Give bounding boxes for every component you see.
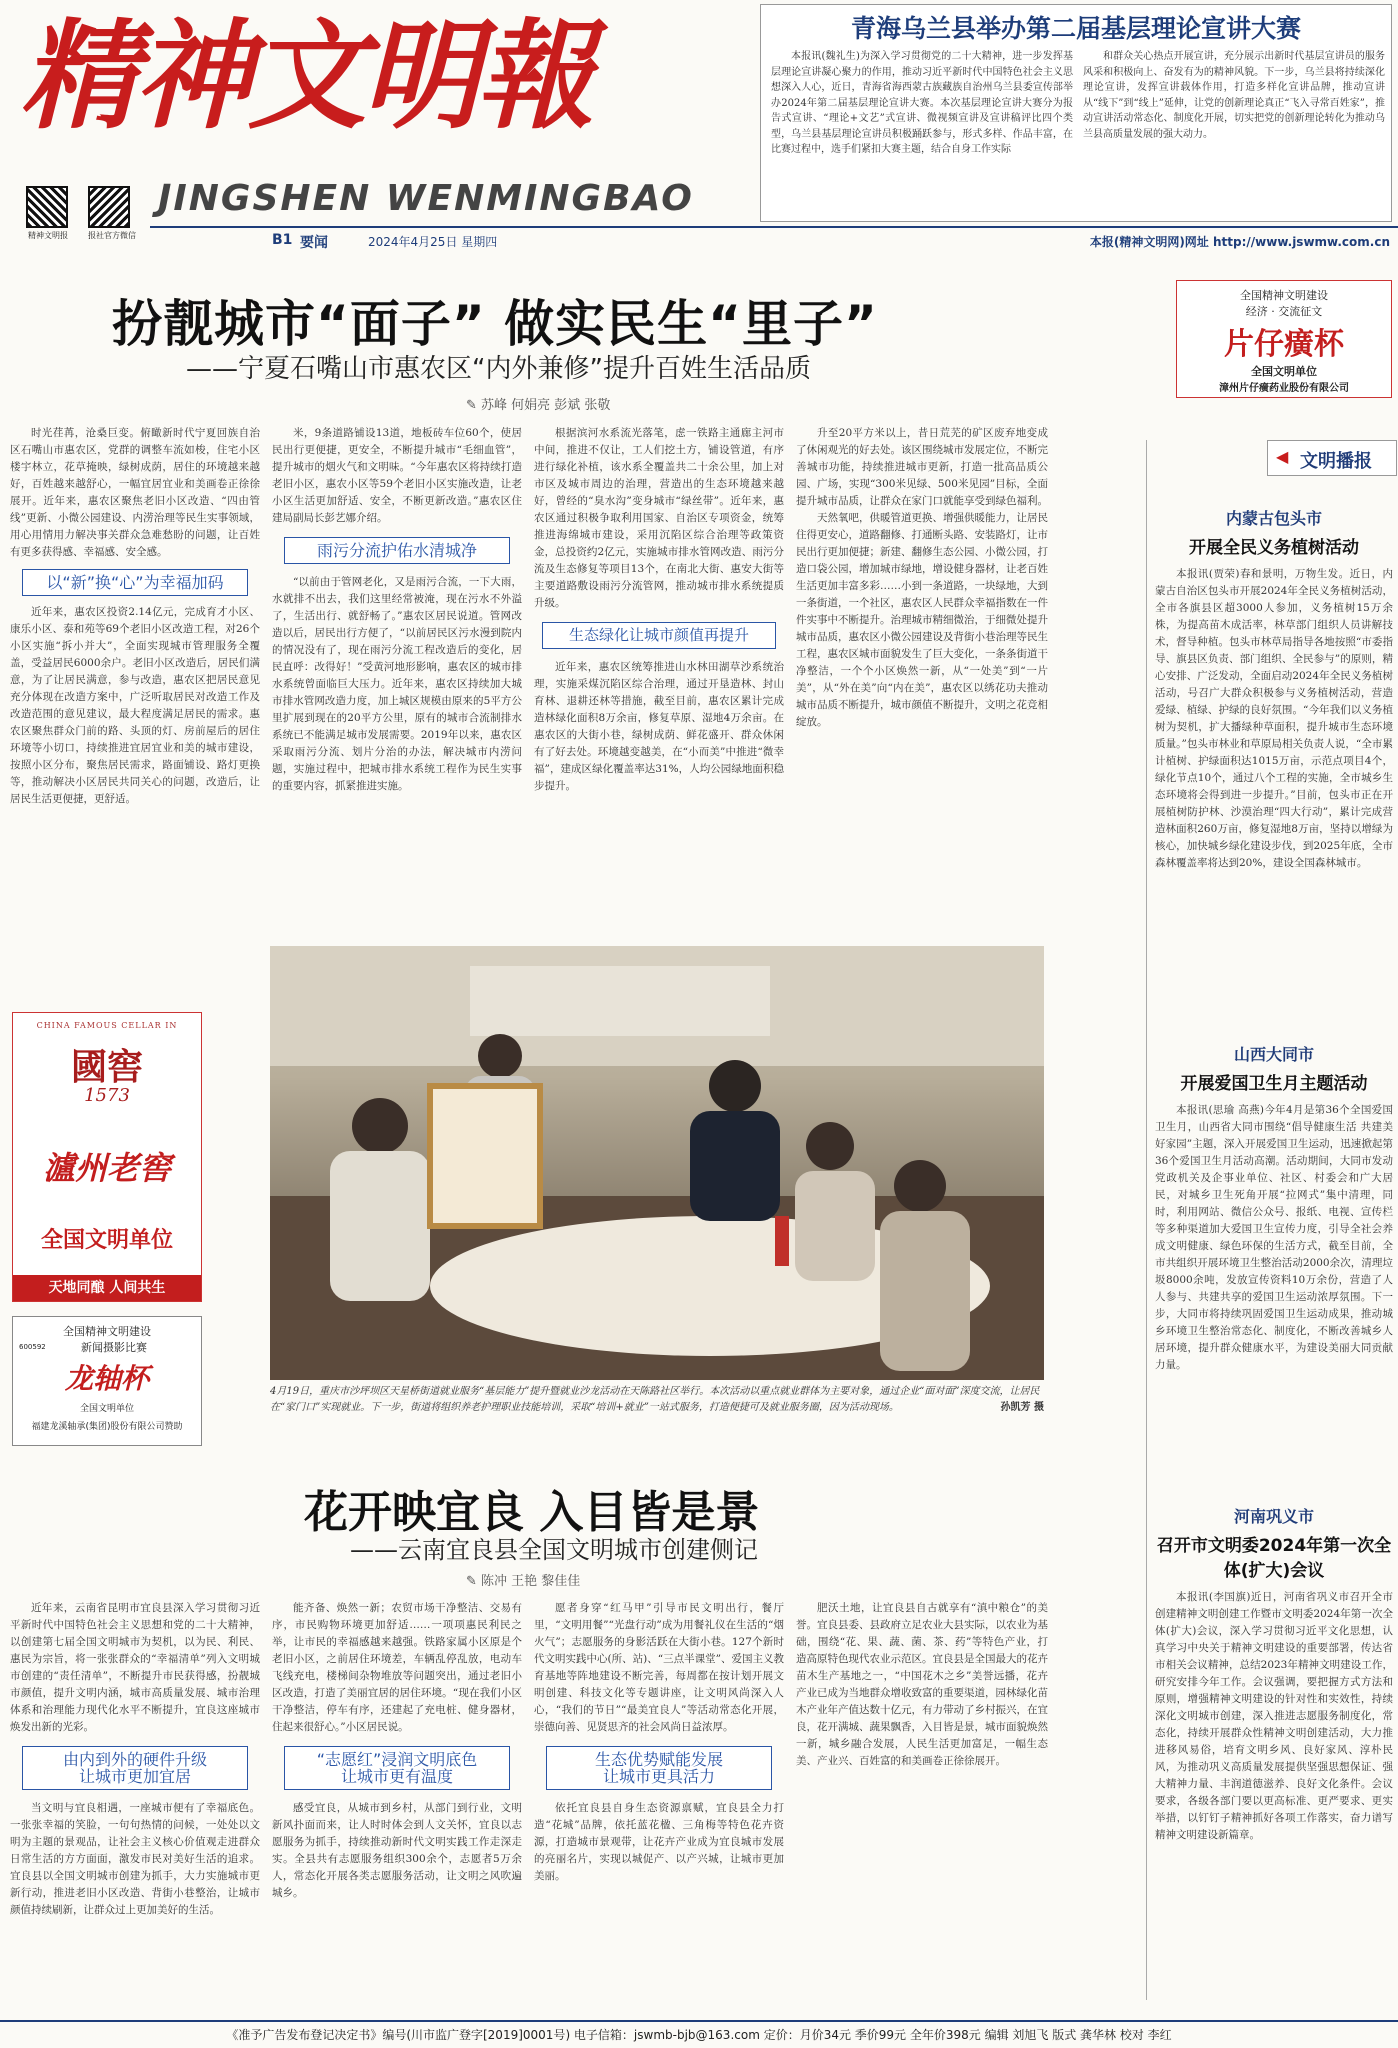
pen-icon: ✎ (466, 1574, 482, 1589)
main1-subhead-2: 雨污分流护佑水清城净 (284, 537, 510, 564)
issue-date: 2024年4月25日 星期四 (368, 235, 498, 249)
sidebar-item-text: 本报讯(贾荣)春和景明，万物生发。近日，内蒙古自治区包头市开展2024年全民义务植树活动，全市各旗县区超3000人参加，义务植树15万余株，为提高苗木成活率，林草部门组织人员讲解技术，督导种植。包头市林草局指导各地按照“市委指导、旗县区负责、部门组织、全民参与”的原则，精心安排、广泛发动，全面启动2024年全民义务植树活动，号召广大群众积极参与义务植树活动，营造爱绿、植绿、护绿的良好氛围。“今年我们以义务植树为契机，扩大播绿种草面积，提升城市生态环境质量。”包头市林业和草原局相关负责人说，“全市累计植树、护绿面积达1015万亩，示范点项目4个，绿化节点10个，通过八个工程的实施，全市城乡生态环境将会得到进一步提升。”目前，包头市正在开展植树防护林、沙漠治理“四大行动”，累计完成营造林面积260万亩，修复湿地8万亩，坚持以增绿为核心，加快城乡绿化建设步伐，到2025年底，全市森林覆盖率将达到20%，建设全国森林城市。 (1155, 568, 1393, 869)
main2-col2 (272, 1600, 522, 2012)
qr-code-1 (26, 186, 68, 228)
main2-subhead-1a: 由内到外的硬件升级 (62, 1750, 207, 1769)
ad-guojiao (12, 1012, 202, 1302)
top-col2-text: 和群众关心热点开展宣讲，充分展示出新时代基层宣讲员的服务风采和积极向上、奋发有为的精神风貌。下一步，乌兰县将持续深化理论宣讲，发挥宣讲载体作用，打造多样化宣讲品牌，推动宣讲从“线下”到“线上”延伸，让党的创新理论真正“飞入寻常百姓家”，推动宣讲活动常态化、制度化开展，切实把党的创新理论转化为推动乌兰县高质量发展的强大动力。 (1083, 51, 1385, 140)
main1-title: 扮靓城市“面子” 做实民生“里子” (112, 295, 878, 353)
main2-subhead-2 (284, 1746, 510, 1790)
ad-longzhou-line2: 新闻摄影比赛 (81, 1341, 147, 1354)
ad-longzhou-brand: 龙轴杯 (64, 1362, 149, 1395)
ad-guojiao-top: 國窖 (70, 1046, 143, 1088)
main2-subhead-3b: 让城市更具活力 (602, 1767, 715, 1786)
main2-col4-p1: 肥沃土地，让宜良县自古就享有“滇中粮仓”的美誉。宜良县委、县政府立足农业大县实际，以农业为基础，围绕“花、果、蔬、菌、茶、药”等特色产业，打造高原特色现代农业示范区。宜良县是全国最大的花卉苗木生产基地之一，“中国花木之乡”美誉远播，花卉产业已成为当地群众增收致富的重要渠道，园林绿化苗木产业年产值达数十亿元，有力带动了乡村振兴，在宜良，花开满城、蔬果飘香，入目皆是景，城市面貌焕然一新，城乡融合发展，人民生活更加富足，一幅生态美、产业兴、百姓富的和美画卷正徐徐展开。 (796, 1602, 1048, 1767)
ad1-line1: 全国精神文明建设 (1240, 289, 1328, 302)
ad-guojiao-unit: 全国文明单位 (40, 1228, 173, 1253)
main2-col1-p1: 近年来，云南省昆明市宜良县深入学习贯彻习近平新时代中国特色社会主义思想和党的二十大精神，以创建第七届全国文明城市为契机，以为民、利民、惠民为宗旨，将一张张群众的“幸福清单”列入文明城市创建的“责任清单”，不断提升市民获得感，扮靓城市颜值，提升文明内涵，城市高质量发展、城市治理体系和治理能力现代化水平不断提升，宜良这座城市焕发出新的光彩。 (10, 1602, 260, 1733)
main2-subhead-3a: 生态优势赋能发展 (594, 1750, 723, 1769)
ad-longzhou-company: 福建龙溪轴承(集团)股份有限公司赞助 (31, 1422, 183, 1432)
dateline (150, 230, 1398, 252)
main1-col4-p1: 升至20平方米以上，昔日荒芜的矿区废弃地变成了休闲观光的好去处。该区围绕城市发展定位，不断完善城市功能，持续推进城市更新，打造一批高品质公园、广场，实现“300米见绿、500米见园”目标，全面提升城市品质，让群众在家门口就能享受到绿色福利。 (796, 427, 1048, 507)
page-number: B1 (272, 232, 293, 248)
main2-subhead-1b: 让城市更加宜居 (78, 1767, 191, 1786)
section-name: 要闻 (300, 235, 328, 251)
main1-col1-p2: 近年来，惠农区投资2.14亿元，完成育才小区、康乐小区、泰和苑等69个老旧小区改造工程，对26个小区实施“拆小并大”，全面实现城市管理服务全覆盖，受益居民6000余户。老旧小区改造后，居民们满意，为了让居民满意，参与改造，惠农区把居民意见充分体现在改造方案中，广泛听取居民对改造工作及改造范围的意见建议，最大程度满足居民的需求。惠农区聚焦群众门前的路、头顶的灯、房前屋后的居住环境等小切口，持续推进宜居宜业和美的城市建设，按照小区分布，聚焦居民需求，路面铺设、路灯更换等，推动解决小区居民共同关心的问题，改造后，让居民生活更便捷，更舒适。 (10, 606, 260, 805)
top-article (760, 4, 1392, 222)
sidebar-item-title: 召开市文明委2024年第一次全体(扩大)会议 (1156, 1536, 1392, 1581)
qr-code-2 (88, 186, 130, 228)
qr2-label: 报社官方微信 (88, 231, 136, 240)
main2-col4 (796, 1600, 1048, 2012)
main1-col3 (534, 425, 784, 925)
sidebar-item-text: 本报讯(思瑜 高燕)今年4月是第36个全国爱国卫生月，山西省大同市围绕“倡导健康生活 共建美好家园”主题，深入开展爱国卫生运动，迅速掀起第36个爱国卫生月活动高潮。活动期间，大同市发动党政机关及企事业单位、社区、村委会和广大居民，对城乡卫生死角开展“拉网式”集中清理，同时，利用网站、微信公众号、报纸、电视、宣传栏等多种渠道加大爱国卫生宣传力度，引导全社会养成文明健康、绿色环保的生活方式，截至目前，全市共组织开展环境卫生整治活动2000余次，清理垃圾8000余吨，发放宣传资料10万余份，营造了人人参与、共建共享的爱国卫生运动浓厚氛围。下一步，大同市将持续巩固爱国卫生运动成果，推动城乡环境卫生整治常态化、制度化，不断改善城乡人居环境，提升群众健康水平，为建设美丽大同贡献力量。 (1155, 1104, 1393, 1371)
main2-author-names: 陈冲 王艳 黎佳佳 (481, 1574, 581, 1589)
pen-icon: ✎ (466, 398, 482, 413)
main1-subtitle: ——宁夏石嘴山市惠农区“内外兼修”提升百姓生活品质 (186, 354, 811, 384)
ad-guojiao-arc: CHINA FAMOUS CELLAR IN (36, 1021, 178, 1030)
ad-guojiao-year: 1573 (84, 1085, 130, 1106)
sidebar-item-body (1155, 566, 1393, 1026)
sidebar-item-datong (1155, 1042, 1393, 1462)
main2-col1-p2: 当文明与宜良相遇，一座城市便有了幸福底色。一张张幸福的笑脸，一句句热情的问候，一处处以文明为主题的景观品，让社会主义核心价值观走进群众日常生活的方方面面，激发市民对美好生活的追求。宜良县以全国文明城市创建为抓手，大力实施城市更新行动，推进老旧小区改造、背街小巷整治，让城市颜值持续刷新，让群众过上更加美好的生活。 (10, 1802, 260, 1916)
sidebar-item-body (1155, 1589, 1393, 1989)
main2-col3-p1: 愿者身穿“红马甲”引导市民文明出行，餐厅里，“文明用餐”“光盘行动”成为用餐礼仪在生活的“烟火气”；志愿服务的身影活跃在大街小巷。127个新时代文明实践中心(所、站)、“三点半课堂”、爱国主义教育基地等阵地建设不断完善，每周都在按计划开展文明创建、科技文化等专题讲座，让文明风尚深入人心，“我们的节日”“最美宜良人”等活动常态化开展，崇德向善、见贤思齐的社会风尚日益浓厚。 (534, 1602, 784, 1733)
sidebar-item-place: 河南巩义市 (1233, 1507, 1314, 1526)
photo-caption-text: 4月19日，重庆市沙坪坝区天星桥街道就业服务“基层能力”提升暨就业沙龙活动在天陈路社区举行。本次活动以重点就业群体为主要对象，通过企业“面对面”深度交流，让居民在“家门口”实现就业。下一步，街道将组织养老护理职业技能培训，采取“培训+就业”一站式服务，打造便捷可及就业服务圈，因为活动现场。 (270, 1386, 1040, 1413)
photo-caption (270, 1384, 1044, 1440)
main2-subhead-1 (22, 1746, 248, 1790)
main2-title: 花开映宜良 入目皆是景 (304, 1487, 760, 1538)
main1-col1 (10, 425, 260, 925)
main1-col1-p1: 时光荏苒，沧桑巨变。俯瞰新时代宁夏回族自治区石嘴山市惠农区，党群的调整车流如梭，住宅小区楼宇林立，花草掩映，绿树成荫，居住的环境越来越好，百姓越来越舒心，一幅宜居宜业和美画卷正徐徐展开。近年来，惠农区聚焦老旧小区改造、“四由管线”更新、小微公园建设、内涝治理等民生实事领域，用心用情用力解决事关群众急难愁盼的问题，让百姓有更多获得感、幸福感、安全感。 (10, 427, 260, 558)
sidebar (1146, 440, 1396, 2000)
main1-author (466, 394, 766, 413)
ad-longzhou-code: 600592 (19, 1343, 46, 1351)
main2-col3 (534, 1600, 784, 2012)
main2-col1 (10, 1600, 260, 2012)
masthead (0, 0, 760, 250)
main1-col2 (272, 425, 522, 925)
ad-pianzaihuang (1176, 280, 1392, 398)
main2-author (466, 1570, 766, 1589)
main2-col2-p1: 能齐备、焕然一新；农贸市场干净整洁、交易有序，市民购物环境更加舒适……一项项惠民利民之举，让市民的幸福感越来越强。铁路家属小区原是个老旧小区，之前居住环境差，车辆乱停乱放，电动车飞线充电，楼梯间杂物堆放等问题突出，通过老旧小区改造，打造了美丽宜居的居住环境。“现在我们小区干净整洁，停车有序，还建起了充电桩、健身器材，住起来很舒心。”小区居民说。 (272, 1602, 522, 1733)
ad1-company: 漳州片仔癀药业股份有限公司 (1219, 383, 1349, 394)
ad1-unit: 全国文明单位 (1251, 365, 1317, 378)
speaker-icon: ◀ (1276, 447, 1289, 466)
main1-col3-p1: 根据滨河水系流光落笔，虑一铁路主通廊主河市中间，推进不仅让，工人们挖土方，铺设管道，有序进行绿化补植，该水系全覆盖共二十余公里，加上对市区及城市周边的治理，营造出的生态环境越来越好，曾经的“臭水沟”变身城市“绿丝带”。近年来，惠农区通过积极争取利用国家、自治区专项资金，统筹推进海绵城市建设，采用沉陷区综合治理等政策资金，总投资约2亿元，实施城市排水管网改造、雨污分流及生态修复等项目13个，在南北大街、惠安大街等主要道路敷设雨污分流管网，推动城市排水系统提质升级。 (534, 427, 784, 609)
main2-subhead-2b: 让城市更有温度 (340, 1767, 453, 1786)
masthead-title: 精神文明報 (20, 6, 591, 145)
sidebar-item-text: 本报讯(李国旗)近日，河南省巩义市召开全市创建精神文明创建工作暨市文明委2024年第一次全体(扩大)会议，深入学习贯彻习近平文化思想，认真学习中央关于精神文明建设的重要部署，传达省市相关会议精神，总结2023年精神文明建设工作，研究安排今年工作。会议强调，要把握方式方法和原则，增强精神文明建设的针对性和实效性，持续深化文明城市创建，深入推进志愿服务制度化，常态化，持续开展群众性精神文明创建活动，大力推进移风易俗，培育文明乡风、良好家风、淳朴民风，为推动巩义高质量发展提供坚强思想保证、强大精神力量、丰润道德滋养、良好文化条件。会议要求，各级各部门要以更高标准、更严要求、更实举措，以钉钉子精神抓好各项工作落实，奋力谱写精神文明建设新篇章。 (1155, 1591, 1393, 1841)
sidebar-item-place: 内蒙古包头市 (1225, 509, 1322, 528)
photo-credit: 孙凯芳 摄 (1000, 1402, 1044, 1413)
sidebar-header (1267, 440, 1397, 476)
sidebar-item-title: 开展全民义务植树活动 (1189, 538, 1359, 558)
sidebar-header-text: 文明播报 (1300, 451, 1372, 472)
dateline-rule (150, 226, 1398, 228)
top-col1-text: 本报讯(魏礼生)为深入学习贯彻党的二十大精神，进一步发挥基层理论宣讲凝心聚力的作用，推动习近平新时代中国特色社会主义思想深入人心，近日，青海省海西蒙古族藏族自治州乌兰县委宣传部举办2024年第二届基层理论宣讲大赛。本次基层理论宣讲大赛分为报告式宣讲、“理论+文艺”式宣讲、微视频宣讲及宣讲稿评比四个类型，乌兰县基层理论宣讲员积极踊跃参与，形式多样、作品丰富，在比赛过程中，选手们紧扣大赛主题，结合自身工作实际 (771, 51, 1073, 155)
masthead-pinyin: JINGSHEN WENMINGBAO (158, 178, 694, 219)
footer: 《准予广告发布登记决定书》编号(川市监广登字[2019]0001号) 电子信箱：jswmb-bjb@163.com 定价：月价34元 季价99元 全年价398元 编辑 刘旭飞 版式 龚华林 校对 李红 (226, 2028, 1172, 2042)
main1-col2-p2: “以前由于管网老化，又是雨污合流，一下大雨，水就排不出去，我们这里经常被淹，现在污水不外溢了，生活出行、就舒畅了。”惠农区居民说道。管网改造以后，居民出行方便了，“以前居民区污水漫到院内的情况没有了，现在雨污分流工程改造后的变化，居民直呼：改得好！”受黄河地形影响，惠农区的城市排水系统曾面临巨大压力。近年来，惠农区持续加大城市排水管网改造力度，加上城区规模由原来的5平方公里扩展到现在的20平方公里，原有的城市合流制排水系统已不能满足城市发展需要。2019年以来，惠农区采取雨污分流、划片分治的办法，解决城市内涝问题，实施过程中，把城市排水系统工程作为民生实事的重要内容，抓紧推进实施。 (272, 576, 522, 792)
sidebar-item-gongyi (1155, 1504, 1393, 1994)
qr1-label: 精神文明报 (28, 231, 68, 240)
top-article-headline: 青海乌兰县举办第二届基层理论宣讲大赛 (850, 14, 1301, 43)
ad1-brand: 片仔癀杯 (1224, 327, 1344, 362)
top-article-col1 (771, 49, 1073, 217)
sidebar-item-body (1155, 1102, 1393, 1462)
sidebar-item-place: 山西大同市 (1233, 1045, 1314, 1064)
ad-guojiao-brand: 瀘州老窖 (42, 1149, 171, 1187)
main2-subtitle: ——云南宜良县全国文明城市创建侧记 (350, 1536, 758, 1564)
sidebar-item-baotou (1155, 506, 1393, 1026)
main2-subhead-3 (546, 1746, 772, 1790)
main1-author-names: 苏峰 何娟亮 彭斌 张敬 (481, 398, 611, 413)
ad-longzhou-unit: 全国文明单位 (79, 1404, 134, 1414)
main1-col3-p2: 近年来，惠农区统筹推进山水林田湖草沙系统治理，实施采煤沉陷区综合治理，通过开垦造林、封山育林、退耕还林等措施，截至目前，惠农区累计完成造林绿化面积8万余亩，修复草原、湿地4万余亩。在惠农区的大街小巷，绿树成荫、鲜花盛开、群众休闲有了好去处。环境越变越美，在“小而美”中推进“微幸福”，建成区绿化覆盖率达31%，人均公园绿地面积稳步提升。 (534, 661, 784, 792)
main2-col2-p2: 感受宜良，从城市到乡村，从部门到行业，文明新风扑面而来，让人时时体会到人文关怀，宜良以志愿服务为抓手，持续推动新时代文明实践工作走深走实。全县共有志愿服务组织300余个，志愿者5万余人，常态化开展各类志愿服务活动，让文明之风吹遍城乡。 (272, 1802, 522, 1899)
ad-longzhou (12, 1316, 202, 1446)
main1-col4 (796, 425, 1048, 925)
footer-rule (0, 2020, 1398, 2022)
main1-col2-p1: 米，9条道路铺设13道，地板砖车位60个，使居民出行更便捷，更安全，不断提升城市“毛细血管”，提升城市的烟火气和文明味。“今年惠农区将持续打造老旧小区，惠农小区等59个老旧小区实施改造，让老小区生活更加舒适、安全，不断更新改造。”惠农区住建局副局长彭艺娜介绍。 (272, 427, 522, 524)
photo-scene (270, 946, 1044, 1380)
main2-subhead-2a: “志愿红”浸润文明底色 (316, 1750, 478, 1769)
sidebar-item-title: 开展爱国卫生月主题活动 (1180, 1074, 1368, 1094)
top-article-col2 (1083, 49, 1385, 217)
main1-col4-p2: 天然氧吧，供暖管道更换、增强供暖能力，让居民住得更安心，道路翻修、打通断头路、安装路灯，让市民出行更加便捷；新建、翻修生态公园、小微公园，打造口袋公园，增加城市绿地，增设健身器材，让老百姓生活更加丰富多彩……小到一条道路，一块绿地，大到一条街道，一个社区，惠农区人民群众幸福指数在一件件实事中不断提升。治理城市精细微治，于细微处提升城市品质，惠农区小微公园建设及背街小巷治理等民生工程，惠农区城市面貌发生了巨大变化，一条条街道干净整洁，一个个小区焕然一新，从“一处美”到“一片美”，从“外在美”向“内在美”，惠农区以绣花功夫推动城市品质不断提升，城市颜值不断提升，文明之花竞相绽放。 (796, 512, 1048, 728)
main1-subhead-3: 生态绿化让城市颜值再提升 (542, 622, 776, 649)
ad-longzhou-line1: 全国精神文明建设 (63, 1325, 151, 1338)
website: 本报(精神文明网)网址 http://www.jswmw.com.cn (1089, 235, 1390, 249)
main2-col3-p2: 依托宜良县自身生态资源禀赋，宜良县全力打造“花城”品牌，依托蓝花楹、三角梅等特色花卉资源，打造城市景观带，让花卉产业成为宜良城市发展的亮丽名片，实现以城促产、以产兴城，让城市更加美丽。 (534, 1802, 784, 1882)
news-photo (270, 946, 1044, 1380)
ad1-line2: 经济 · 交流征文 (1245, 305, 1323, 318)
main1-subhead-1: 以“新”换“心”为幸福加码 (22, 569, 248, 596)
ad-guojiao-slogan: 天地同酿 人间共生 (13, 1275, 201, 1301)
